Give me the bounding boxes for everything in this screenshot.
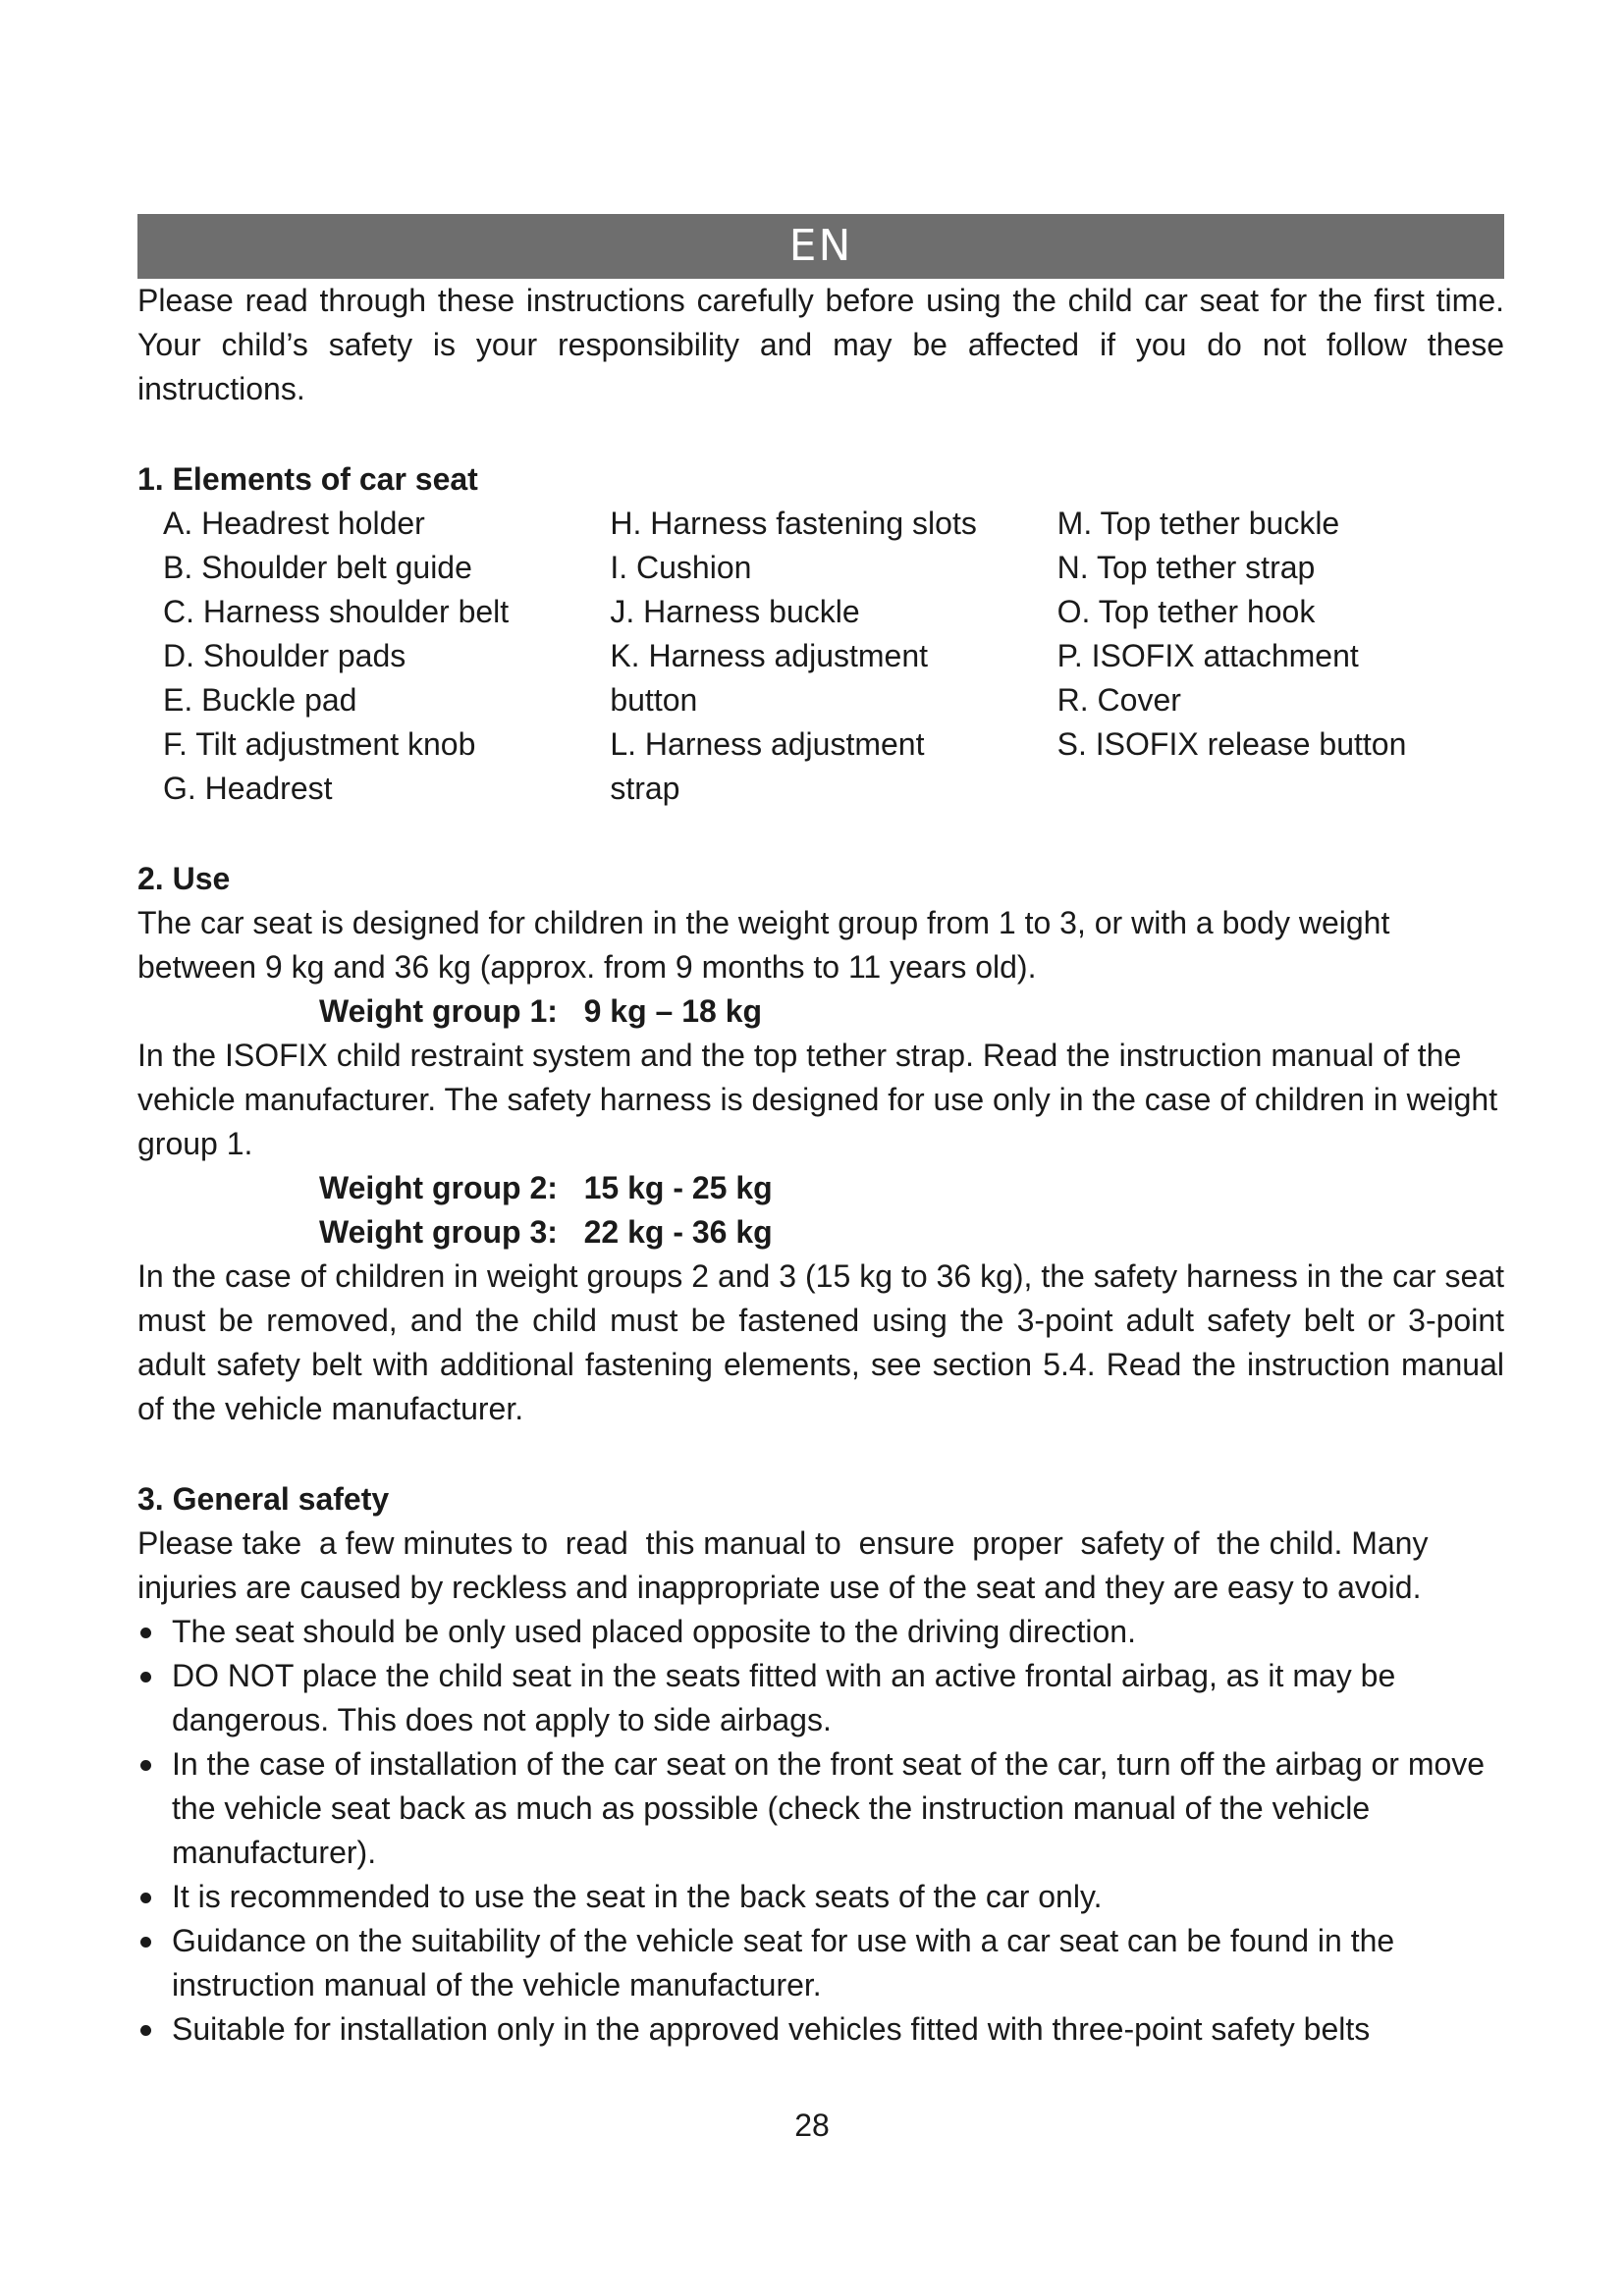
element-item: C. Harness shoulder belt xyxy=(163,594,510,629)
section-heading: 2. Use xyxy=(137,861,231,896)
weight-group-3: Weight group 3: 22 kg - 36 kg xyxy=(319,1214,773,1250)
section-use xyxy=(137,857,1504,1431)
weight-group-2: Weight group 2: 15 kg - 25 kg xyxy=(319,1170,773,1205)
element-item: M. Top tether buckle xyxy=(1056,506,1340,541)
use-paragraph: In the ISOFIX child restraint system and the top tether strap. Read the instruction manual of the vehicle manufacturer. The safety harness is designed for use only in the case of children in weight group 1. xyxy=(137,1038,1498,1161)
safety-bullet: The seat should be only used placed opposite to the driving direction. xyxy=(137,1610,1504,1654)
element-item: A. Headrest holder xyxy=(163,506,425,541)
element-item: I. Cushion xyxy=(610,550,752,585)
element-item: S. ISOFIX release button xyxy=(1056,726,1407,762)
element-item: K. Harness adjustment xyxy=(610,638,929,673)
element-item: J. Harness buckle xyxy=(610,594,860,629)
safety-bullet: Suitable for installation only in the approved vehicles fitted with three-point safety belts xyxy=(137,2007,1504,2052)
safety-bullet: In the case of installation of the car seat on the front seat of the car, turn off the airbag or move the vehicle seat back as much as possible (check the instruction manual of the vehicle manufacturer). xyxy=(137,1742,1504,1875)
safety-bullet: It is recommended to use the seat in the back seats of the car only. xyxy=(137,1875,1504,1919)
element-item: L. Harness adjustment xyxy=(610,726,925,762)
page-number: 28 xyxy=(794,2108,830,2143)
element-item: E. Buckle pad xyxy=(163,682,357,718)
section-general-safety xyxy=(137,1477,1504,2052)
manual-page xyxy=(137,214,1504,2052)
safety-bullet: DO NOT place the child seat in the seats fitted with an active frontal airbag, as it may be dangerous. This does not apply to side airbags. xyxy=(137,1654,1504,1742)
element-item: O. Top tether hook xyxy=(1056,594,1316,629)
safety-bullet: Guidance on the suitability of the vehicle seat for use with a car seat can be found in the instruction manual of the vehicle manufacturer. xyxy=(137,1919,1504,2007)
intro-paragraph: Please read through these instructions carefully before using the child car seat for the first time. Your child’s safety is your responsibility and may be affected if you do not follow these instructions. xyxy=(137,283,1504,406)
safety-paragraph: Please take a few minutes to read this manual to ensure proper safety of the child. Many injuries are caused by reckless and inappropriate use of the seat and they are easy to avoid. xyxy=(137,1525,1437,1605)
element-item: D. Shoulder pads xyxy=(163,638,406,673)
section-elements xyxy=(137,457,1504,811)
section-heading: 1. Elements of car seat xyxy=(137,461,478,497)
element-item: N. Top tether strap xyxy=(1056,550,1316,585)
element-item: B. Shoulder belt guide xyxy=(163,550,472,585)
elements-column-2 xyxy=(610,502,1056,811)
element-item: G. Headrest xyxy=(163,771,333,806)
element-item: F. Tilt adjustment knob xyxy=(163,726,476,762)
use-paragraph: The car seat is designed for children in the weight group from 1 to 3, or with a body weight between 9 kg and 36 kg (approx. from 9 months to 11 years old). xyxy=(137,905,1390,985)
weight-group-1: Weight group 1: 9 kg – 18 kg xyxy=(319,993,763,1029)
elements-column-3 xyxy=(1057,502,1504,811)
element-item: H. Harness fastening slots xyxy=(610,506,977,541)
elements-column-1 xyxy=(163,502,610,811)
elements-list xyxy=(137,502,1504,811)
element-item: button xyxy=(610,682,698,718)
element-item: R. Cover xyxy=(1056,682,1181,718)
element-item: strap xyxy=(610,771,680,806)
safety-bullet-list xyxy=(137,1610,1504,2052)
language-banner: EN xyxy=(137,214,1504,279)
use-paragraph: In the case of children in weight groups 2 and 3 (15 kg to 36 kg), the safety harness in the car seat must be removed, and the child must be fastened using the 3-point adult safety belt or 3-point adult safety belt with additional fastening elements, see section 5.4. Read the instruction manual of the vehicle manufacturer. xyxy=(137,1258,1504,1426)
element-item: P. ISOFIX attachment xyxy=(1056,638,1359,673)
section-heading: 3. General safety xyxy=(137,1481,390,1517)
